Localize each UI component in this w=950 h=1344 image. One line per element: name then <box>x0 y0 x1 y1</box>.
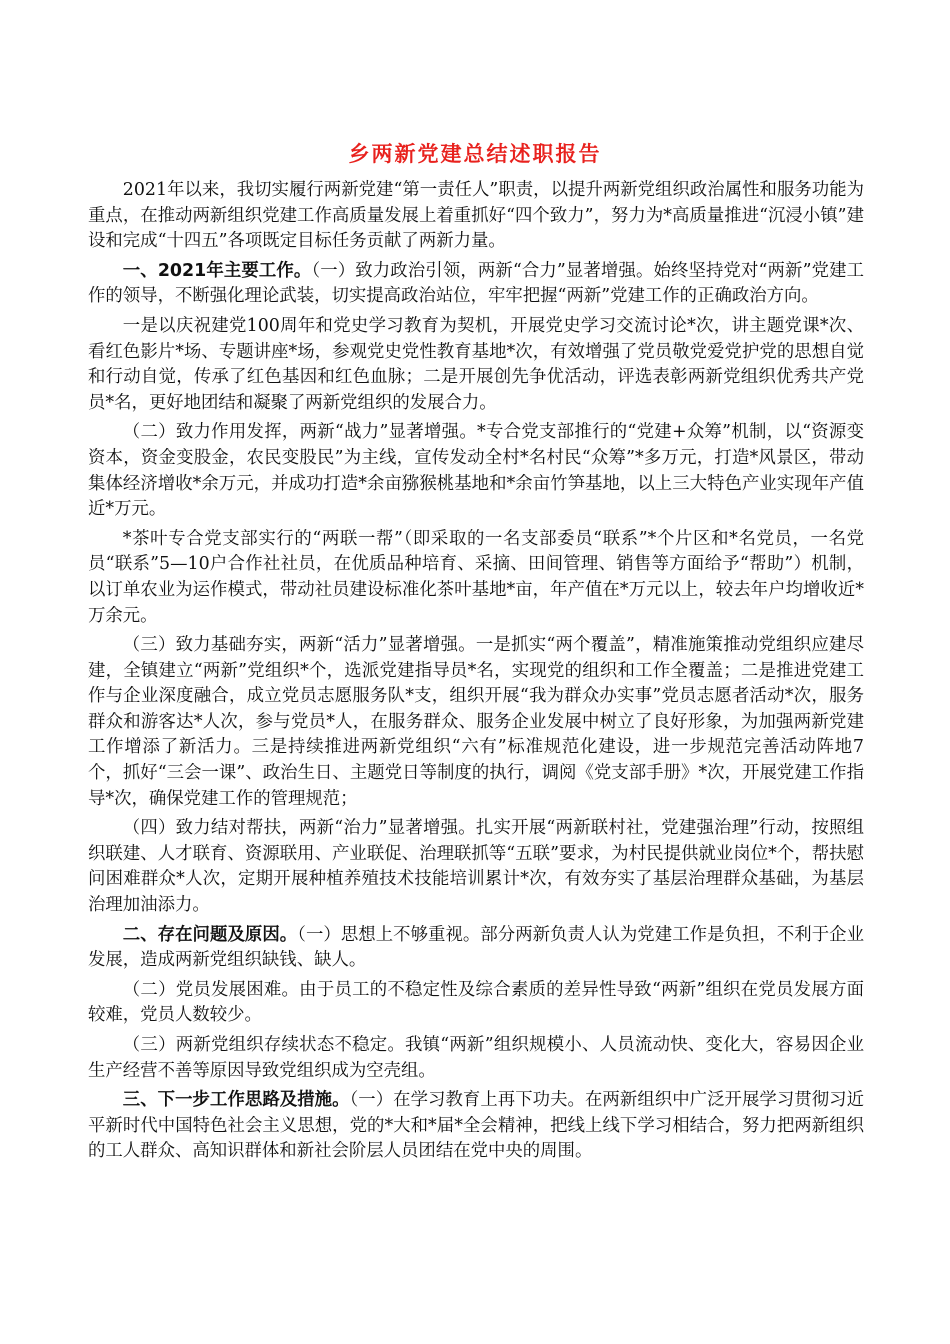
paragraph-intro <box>88 178 864 255</box>
paragraph <box>88 420 864 522</box>
document-body <box>88 178 864 1169</box>
paragraph-text: 一是以庆祝建党100周年和党史学习教育为契机，开展党史学习交流讨论*次，讲主题党课*次、看红色影片*场、专题讲座*场，参观党史党性教育基地*次，有效增强了党员敬党爱党护党的思想自觉和行动自觉，传承了红色基因和红色血脉；二是开展创先争优活动，评选表彰两新党组织优秀共产党员*名，更好地团结和凝聚了两新党组织的发展合力。 <box>88 315 864 413</box>
paragraph-section-3 <box>88 1088 864 1165</box>
paragraph-text: （一）在学习教育上再下功夫。在两新组织中广泛开展学习贯彻习近平新时代中国特色社会主义思想，党的*大和*届*全会精神，把线上线下学习相结合，努力把两新组织的工人群众、高知识群体和新社会阶层人员团结在党中央的周围。 <box>88 1090 864 1162</box>
paragraph-text: （一）致力政治引领，两新“合力”显著增强。始终坚持党对“两新”党建工作的领导，不断强化理论武装，切实提高政治站位，牢牢把握“两新”党建工作的正确政治方向。 <box>88 260 864 307</box>
paragraph-text: （四）致力结对帮扶，两新“治力”显著增强。扎实开展“两新联村社，党建强治理”行动，按照组织联建、人才联育、资源联用、产业联促、治理联抓等“五联”要求，为村民提供就业岗位*个，帮扶慰问困难群众*人次，定期开展种植养殖技术技能培训累计*次，有效夯实了基层治理群众基础，为基层治理加油添力。 <box>88 818 864 916</box>
paragraph <box>88 816 864 918</box>
section-heading: 二、存在问题及原因。 <box>122 924 298 945</box>
paragraph-section-2 <box>88 923 864 974</box>
paragraph <box>88 1033 864 1084</box>
paragraph-text: *茶叶专合党支部实行的“两联一帮”（即采取的一名支部委员“联系”*个片区和*名党员，一名党员“联系”5—10户合作社社员，在优质品种培育、采摘、田间管理、销售等方面给予“帮助”）机制，以订单农业为运作模式，带动社员建设标准化茶叶基地*亩，年产值在*万元以上，较去年户均增收近*万余元。 <box>88 528 864 626</box>
document-title: 乡两新党建总结述职报告 <box>348 141 602 166</box>
section-heading: 三、下一步工作思路及措施。 <box>122 1090 350 1111</box>
paragraph <box>88 527 864 629</box>
paragraph-text: 2021年以来，我切实履行两新党建“第一责任人”职责，以提升两新党组织政治属性和服务功能为重点，在推动两新组织党建工作高质量发展上着重抓好“四个致力”，努力为*高质量推进“沉浸小镇”建设和完成“十四五”各项既定目标任务贡献了两新力量。 <box>88 180 864 252</box>
paragraph <box>88 978 864 1029</box>
paragraph-text: （三）致力基础夯实，两新“活力”显著增强。一是抓实“两个覆盖”，精准施策推动党组织应建尽建，全镇建立“两新”党组织*个，选派党建指导员*名，实现党的组织和工作全覆盖；二是推进党建工作与企业深度融合，成立党员志愿服务队*支，组织开展“我为群众办实事”党员志愿者活动*次，服务群众和游客达*人次，参与党员*人，在服务群众、服务企业发展中树立了良好形象，为加强两新党建工作增添了新活力。三是持续推进两新党组织“六有”标准规范化建设，进一步规范完善活动阵地7个，抓好“三会一课”、政治生日、主题党日等制度的执行，调阅《党支部手册》*次，开展党建工作指导*次，确保党建工作的管理规范； <box>88 635 864 809</box>
paragraph-text: （三）两新党组织存续状态不稳定。我镇“两新”组织规模小、人员流动快、变化大，容易因企业生产经营不善等原因导致党组织成为空壳组。 <box>88 1035 864 1081</box>
paragraph-text: （一）思想上不够重视。部分两新负责人认为党建工作是负担，不利于企业发展，造成两新党组织缺钱、缺人。 <box>88 924 864 971</box>
paragraph <box>88 314 864 416</box>
section-heading: 一、2021年主要工作。 <box>122 260 312 281</box>
paragraph <box>88 633 864 812</box>
paragraph-text: （二）党员发展困难。由于员工的不稳定性及综合素质的差异性导致“两新”组织在党员发展方面较难，党员人数较少。 <box>88 979 864 1026</box>
paragraph-section-1 <box>88 259 864 310</box>
paragraph-text: （二）致力作用发挥，两新“战力”显著增强。*专合党支部推行的“党建+众筹”机制，以“资源变资本，资金变股金，农民变股民”为主线，宣传发动全村*名村民“众筹”*多万元，打造*风景区，带动集体经济增收*余万元，并成功打造*余亩猕猴桃基地和*余亩竹笋基地，以上三大特色产业实现年产值近*万元。 <box>88 422 864 520</box>
